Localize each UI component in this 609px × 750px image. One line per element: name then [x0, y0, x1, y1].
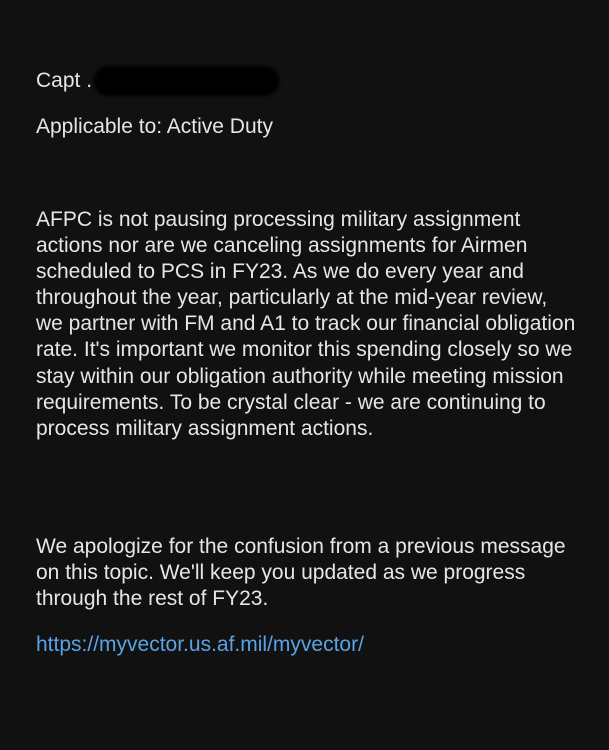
myvector-link[interactable]: https://myvector.us.af.mil/myvector/ — [36, 633, 364, 656]
message-paragraph-2: We apologize for the confusion from a previous message on this topic. We'll keep you updated as we progress through the rest of FY23. — [36, 535, 566, 611]
message-paragraph-1: AFPC is not pausing processing military assignment actions nor are we canceling assignments for Airmen scheduled to PCS in FY23. As we do every year and throughout the year, particularly at the mid-year review, we partner with FM and A1 to track our financial obligation rate. It's important we monitor this spending closely so we stay within our obligation authority while meeting mission requirements. To be crystal clear - we are continuing to process military assignment actions. — [36, 208, 576, 440]
applicable-to-line: Applicable to: Active Duty — [36, 115, 273, 138]
redaction-mark — [94, 66, 279, 96]
sender-line — [36, 66, 279, 96]
sender-name: Capt . — [36, 69, 93, 92]
